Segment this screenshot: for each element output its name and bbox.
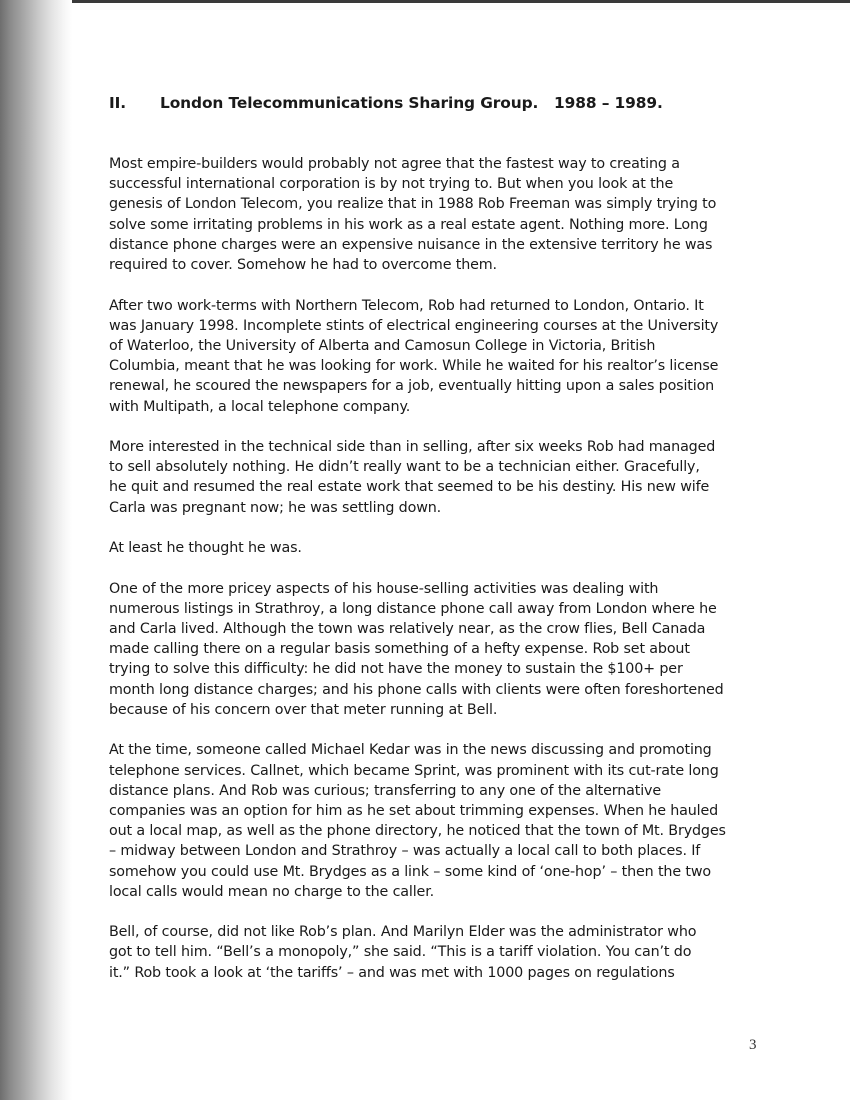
text-line: More interested in the technical side than in selling, after six weeks Rob had managed (109, 439, 716, 456)
text-line: At least he thought he was. (109, 540, 302, 557)
text-line: After two work-terms with Northern Telecom, Rob had returned to London, Ontario. It (109, 297, 704, 314)
text-line: trying to solve this difficulty: he did not have the money to sustain the $100+ per (109, 661, 683, 678)
text-line: companies was an option for him as he set about trimming expenses. When he hauled (109, 802, 719, 819)
paragraph (109, 538, 764, 558)
text-line: required to cover. Somehow he had to overcome them. (109, 257, 497, 274)
text-line: out a local map, as well as the phone directory, he noticed that the town of Mt. Brydges (109, 823, 726, 840)
text-line: Most empire-builders would probably not agree that the fastest way to creating a (109, 156, 680, 172)
scan-top-edge (0, 0, 850, 3)
text-line: with Multipath, a local telephone company. (109, 398, 411, 415)
text-line: and Carla lived. Although the town was relatively near, as the crow flies, Bell Canada (109, 621, 706, 638)
text-line: genesis of London Telecom, you realize that in 1988 Rob Freeman was simply trying to (109, 196, 717, 213)
page-number: 3 (749, 1037, 757, 1053)
text-line: solve some irritating problems in his work as a real estate agent. Nothing more. Long (109, 216, 708, 233)
paragraph (109, 579, 764, 720)
text-line: numerous listings in Strathroy, a long distance phone call away from London where he (109, 600, 717, 617)
text-line: One of the more pricey aspects of his house-selling activities was dealing with (109, 580, 659, 597)
section-number: II. (109, 94, 126, 112)
text-line: distance plans. And Rob was curious; transferring to any one of the alternative (109, 782, 662, 799)
text-line: local calls would mean no charge to the caller. (109, 883, 435, 900)
paragraph-list (109, 154, 764, 983)
paragraph (109, 922, 764, 983)
text-line: distance phone charges were an expensive nuisance in the extensive territory he was (109, 236, 713, 253)
text-line: At the time, someone called Michael Kedar was in the news discussing and promoting (109, 742, 712, 759)
document-body (109, 93, 764, 1003)
text-line: Columbia, meant that he was looking for work. While he waited for his realtor’s license (109, 358, 719, 375)
text-line: month long distance charges; and his phone calls with clients were often foreshortened (109, 681, 724, 698)
section-title: London Telecommunications Sharing Group. 1988 – 1989. (160, 94, 663, 112)
text-line: of Waterloo, the University of Alberta and Camosun College in Victoria, British (109, 337, 656, 354)
paragraph (109, 740, 764, 902)
text-line: – midway between London and Strathroy – was actually a local call to both places. If (109, 843, 701, 860)
text-line: renewal, he scoured the newspapers for a job, eventually hitting upon a sales position (109, 378, 715, 395)
paragraph (109, 437, 764, 518)
text-line: successful international corporation is by not trying to. But when you look at the (109, 176, 674, 193)
text-line: to sell absolutely nothing. He didn’t really want to be a technician either. Gracefully, (109, 459, 700, 476)
paragraph (109, 296, 764, 417)
paragraph (109, 154, 764, 275)
text-line: because of his concern over that meter running at Bell. (109, 701, 498, 718)
text-line: somehow you could use Mt. Brydges as a link – some kind of ‘one-hop’ – then the two (109, 863, 711, 880)
text-line: it.” Rob took a look at ‘the tariffs’ – and was met with 1000 pages on regulations (109, 964, 675, 981)
section-heading (109, 93, 764, 113)
text-line: got to tell him. “Bell’s a monopoly,” she said. “This is a tariff violation. You can’t do (109, 944, 692, 961)
text-line: was January 1998. Incomplete stints of electrical engineering courses at the University (109, 317, 719, 334)
text-line: Bell, of course, did not like Rob’s plan. And Marilyn Elder was the administrator who (109, 924, 697, 941)
text-line: he quit and resumed the real estate work that seemed to be his destiny. His new wife (109, 479, 710, 496)
text-line: telephone services. Callnet, which became Sprint, was prominent with its cut-rate long (109, 762, 719, 779)
text-line: Carla was pregnant now; he was settling down. (109, 499, 442, 516)
scan-binding-shadow (0, 0, 72, 1100)
text-line: made calling there on a regular basis something of a hefty expense. Rob set about (109, 641, 690, 658)
